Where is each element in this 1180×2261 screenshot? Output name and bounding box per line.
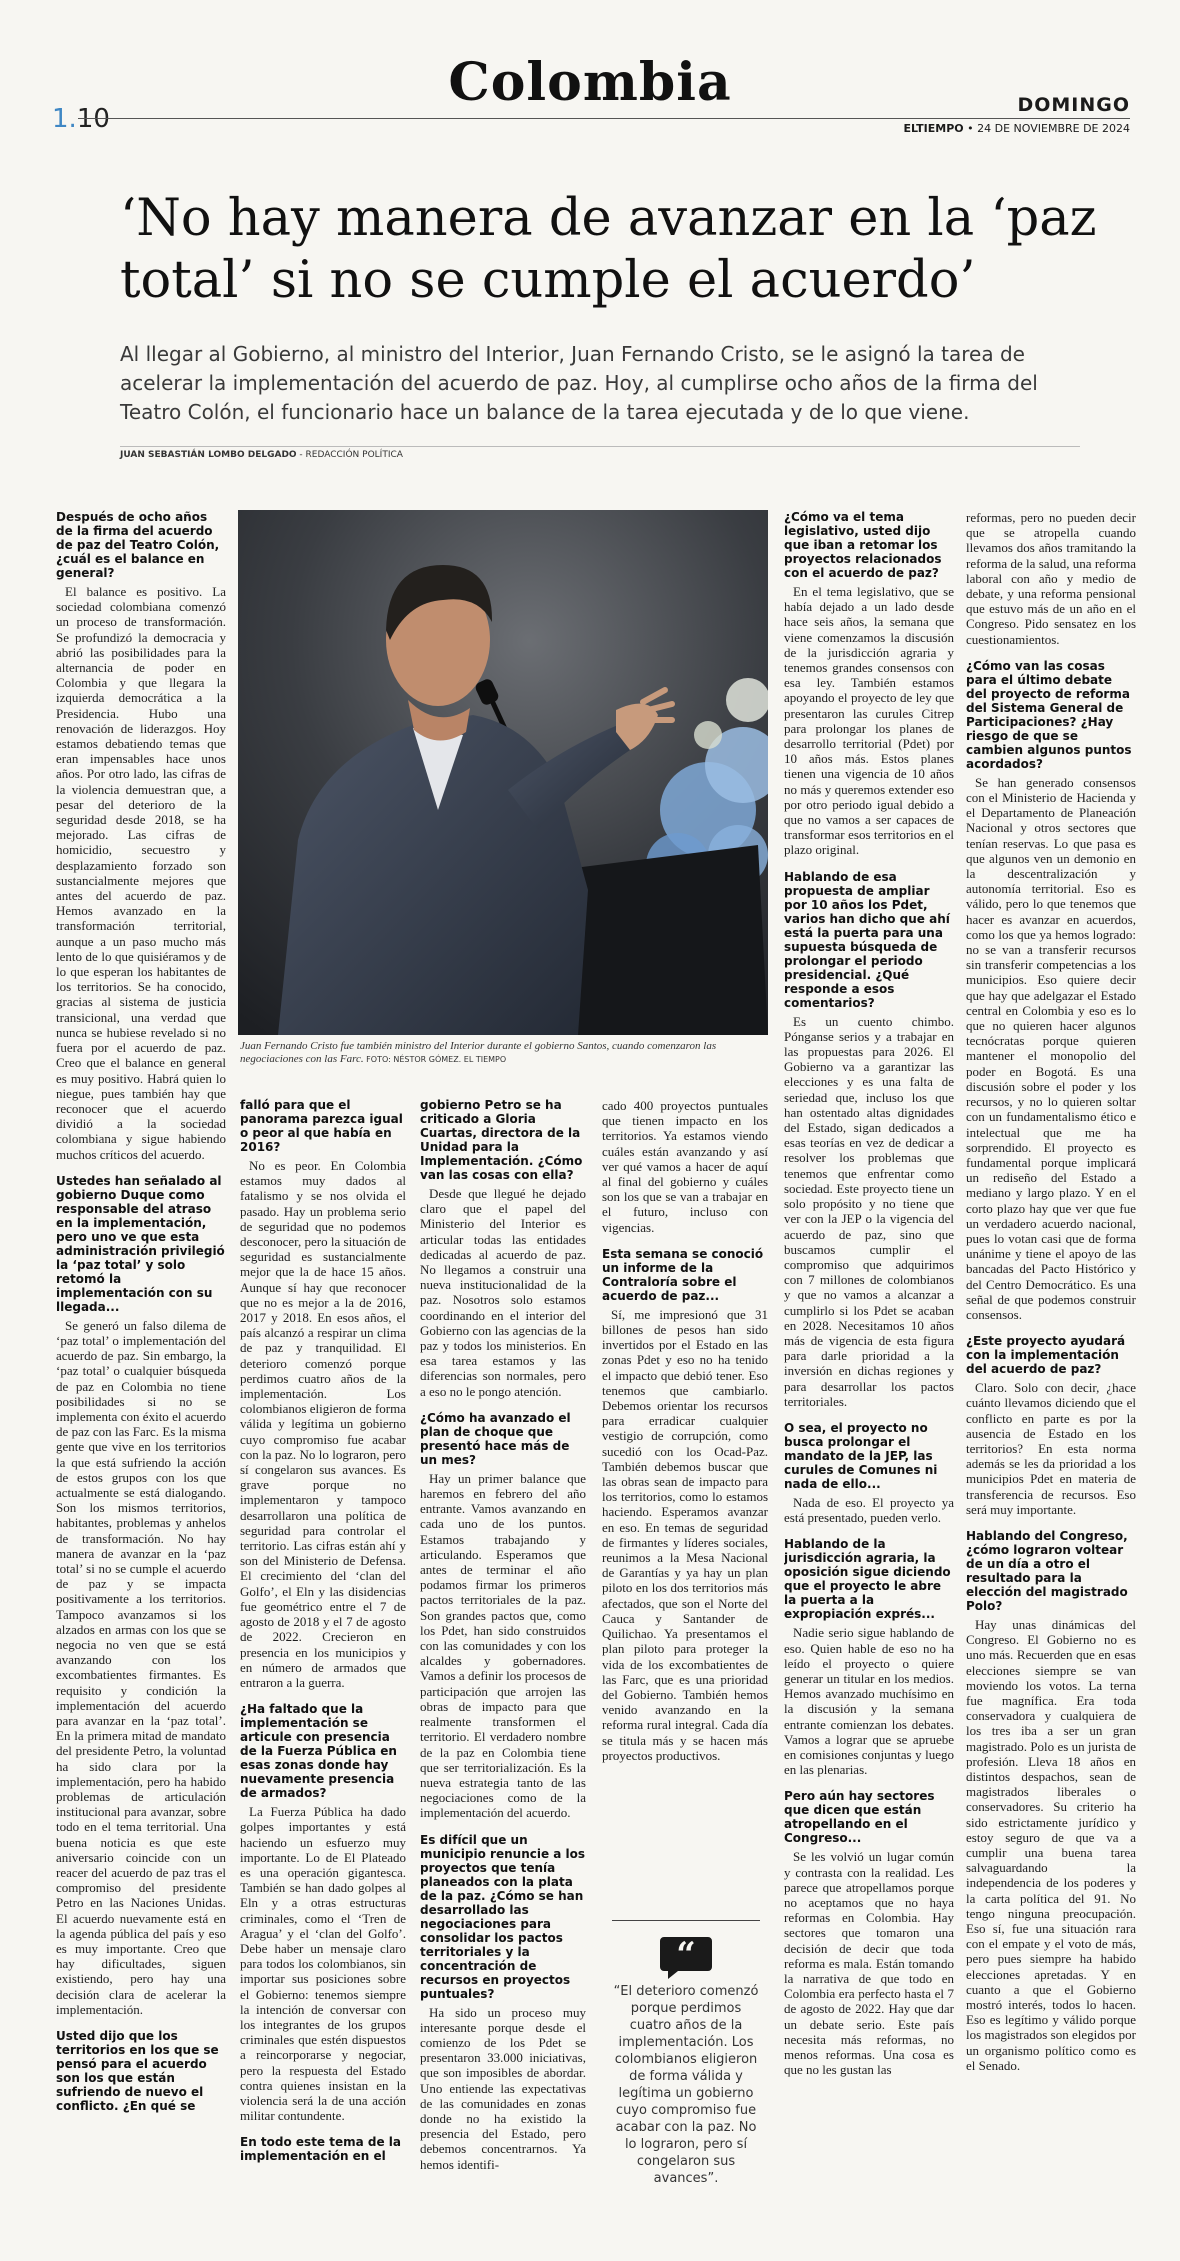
page-number-value: 10 xyxy=(76,104,110,134)
publication-date: • 24 DE NOVIEMBRE DE 2024 xyxy=(963,122,1130,135)
article-column-6 xyxy=(966,510,1136,2245)
interview-answer: La Fuerza Pública ha dado golpes importantes y está haciendo un esfuerzo muy importante. Lo de El Plateado es una operación gigantesca. También se han dado golpes al Eln y a otras estructuras criminales, como el ‘Tren de Aragua’ y el ‘clan del Golfo’. Debe haber un mensaje claro para todos los colombianos, sin importar sus posiciones sobre el Gobierno: tenemos siempre la intención de conversar con los integrantes de los grupos criminales que estén dispuestos a reincorporarse y negociar, pero la respuesta del Estado contra quienes insistan en la violencia será la de una acción militar contundente. xyxy=(240,1804,406,2124)
caption-text: Juan Fernando Cristo fue también ministro del Interior durante el gobierno Santos, cuando comenzaron las negociaciones con las Farc. xyxy=(240,1040,717,1065)
interview-answer: Desde que llegué he dejado claro que el papel del Ministerio del Interior es articular todas las entidades dedicadas al acuerdo de paz. No llegamos a construir una nueva institucionalidad de la paz. Nosotros solo estamos coordinando en el interior del Gobierno con las agencias de la paz y todos los ministerios. En esa tarea estamos y las diferencias son normales, pero a eso no le pongo atención. xyxy=(420,1186,586,1399)
interview-question: Esta semana se conoció un informe de la Contraloría sobre el acuerdo de paz... xyxy=(602,1246,764,1303)
interview-question: O sea, el proyecto no busca prolongar el mandato de la JEP, las curules de Comunes ni nada de ello... xyxy=(784,1420,938,1491)
article-column-2 xyxy=(240,1098,406,2248)
interview-question: ¿Este proyecto ayudará con la implementación del acuerdo de paz? xyxy=(966,1334,1126,1377)
interview-answer: Claro. Solo con decir, ¿hace cuánto llevamos diciendo que el conflicto en parte es por la ausencia de Estado en los territorios? En esta norma además se les da prioridad a los municipios Pdet en materia de transferencia de recursos. Eso será muy importante. xyxy=(966,1380,1136,1517)
header-rule xyxy=(78,118,1130,119)
interview-question: gobierno Petro se ha criticado a Gloria Cuartas, directora de la Unidad para la Implementación. ¿Cómo van las cosas con ella? xyxy=(420,1098,583,1182)
interview-answer: reformas, pero no pueden decir que se atropella cuando llevamos dos años tramitando la reforma de la salud, una reforma laboral con año y medio de debate, y una reforma pensional que estuvo más de un año en el Congreso. Pido sensatez en los cuestionamientos. xyxy=(966,510,1136,647)
pull-quote xyxy=(612,1920,760,2187)
interview-question: ¿Cómo van las cosas para el último debate del proyecto de reforma del Sistema General de Participaciones? ¿Hay riesgo de que se cambien algunos puntos acordados? xyxy=(966,658,1132,771)
interview-answer: No es peor. En Colombia estamos muy dados al fatalismo y se nos olvida el pasado. Hay un problema serio de seguridad que no podemos desconocer, pero la situación de seguridad es sustancialmente mejor que la de hace 15 años. Aunque sí hay que reconocer que no es mejor a la de 2016, 2017 y 2018. En esos años, el país alcanzó a respirar un clima de paz y tranquilidad. El deterioro comenzó porque perdimos cuatro años de la implementación. Los colombianos eligieron de forma válida y legítima un gobierno cuyo compromiso fue acabar con la paz. No lo lograron, pero sí congelaron sus avances. Es grave porque no implementaron y tampoco desarrollaron una política de seguridad para controlar el territorio. Las cifras están ahí y son del Ministerio de Defensa. El crecimiento del ‘clan del Golfo’, el Eln y las disidencias fue geométrico entre el 7 de agosto de 2018 y el 7 de agosto de 2022. Crecieron en presencia en los municipios y en número de armados que entraron a la guerra. xyxy=(240,1158,406,1690)
interview-question: Hablando de esa propuesta de ampliar por 10 años los Pdet, varios han dicho que ahí está la puerta para una supuesta búsqueda de prolongar el periodo presidencial. ¿Qué responde a esos comentarios? xyxy=(784,869,950,1010)
interview-question: En todo este tema de la implementación en el xyxy=(240,2135,402,2164)
interview-answer: Se les volvió un lugar común y contrasta con la realidad. Les parece que atropellamos porque no aceptamos que no haya reformas en Colombia. Hay sectores que tomaron una decisión de decir que toda reforma es mala. Están tomando la narrativa de que todo en Colombia era perfecto hasta el 7 de agosto de 2022. Hay que dar un debate serio. Este país necesita más reformas, no menos reformas. Una cosa es que no les gustan las xyxy=(784,1849,954,2078)
article-column-1 xyxy=(56,510,226,2245)
author-name: JUAN SEBASTIÁN LOMBO DELGADO xyxy=(120,450,297,460)
dateline xyxy=(903,122,1130,135)
lead-paragraph: Al llegar al Gobierno, al ministro del Interior, Juan Fernando Cristo, se le asignó la tarea de acelerar la implementación del acuerdo de paz. Hoy, al cumplirse ocho años de la firma del Teatro Colón, el funcionario hace un balance de la tarea ejecutada y de lo que viene. xyxy=(120,342,1038,424)
publication-name: ELTIEMPO xyxy=(903,122,964,135)
interview-question: Hablando del Congreso, ¿cómo lograron voltear de un día a otro el resultado para la elección del magistrado Polo? xyxy=(966,1528,1128,1613)
quote-mark-icon xyxy=(658,1933,714,1979)
section-title: Colombia xyxy=(448,52,732,113)
interview-answer: El balance es positivo. La sociedad colombiana comenzó un proceso de transformación. Se profundizó la democracia y abrió las posibilidades para la alternancia de poder en Colombia y que llegara la izquierda democrática a la Presidencia. Hubo una renovación de liderazgos. Hoy estamos debatiendo temas que eran impensables hace unos años. Por otro lado, las cifras de la violencia demuestran que, a pesar del deterioro de la seguridad desde 2018, se ha mejorado. Las cifras de homicidio, secuestro y desplazamiento forzado son sustancialmente mejores que antes del acuerdo de paz. Hemos avanzado en la transformación territorial, aunque a un paso mucho más lento de lo que quisiéramos y de lo que esperan los habitantes de los territorios. Se ha conocido, gracias al sistema de justicia transicional, una verdad que nunca se hubiese revelado si no fuera por el acuerdo de paz. Creo que el balance en general es muy positivo. Habrá quien lo niegue, pues también hay que reconocer que el acuerdo dividió a la sociedad colombiana y sigue habiendo muchos críticos del acuerdo. xyxy=(56,584,226,1162)
interview-answer: Nada de eso. El proyecto ya está presentado, pueden verlo. xyxy=(784,1494,954,1526)
day-label: DOMINGO xyxy=(1017,94,1130,116)
interview-question: falló para que el panorama parezca igual o peor al que había en 2016? xyxy=(240,1098,403,1154)
interview-answer: Hay un primer balance que haremos en febrero del año entrante. Vamos avanzando en cada uno de los puntos. Estamos trabajando y articulando. Esperamos que antes de terminar el año podamos firmar los primeros pactos territoriales de la paz. Son grandes pactos que, como los Pdet, han sido construidos con las comunidades y con los alcaldes y gobernadores. Vamos a definir los procesos de participación que arrojen las obras de impacto para que realmente transformen el territorio. El verdadero nombre de la paz en Colombia tiene que ser territorialización. Es la nueva estrategia tanto de las negociaciones como de la implementación del acuerdo. xyxy=(420,1470,586,1821)
interview-question: ¿Ha faltado que la implementación se articule con presencia de la Fuerza Pública en esas zonas donde hay nuevamente presencia de armados? xyxy=(240,1702,397,1801)
pull-quote-text: “El deterioro comenzó porque perdimos cuatro años de la implementación. Los colombianos eligieron de forma válida y legítima un gobierno cuyo compromiso fue acabar con la paz. No lo lograron, pero sí congelaron sus avances”. xyxy=(613,1984,759,2186)
interview-answer: Sí, me impresionó que 31 billones de pesos han sido invertidos por el Estado en las zonas Pdet y eso no ha tenido el impacto que debió tener. Eso tenemos que cambiarlo. Debemos orientar los recursos para erradicar cualquier vestigio de corrupción, como sucedió con los Ocad-Paz. También debemos buscar que las obras sean de impacto para los territorios, como lo estamos haciendo. Esperamos avanzar en eso. En temas de seguridad de firmantes y líderes sociales, reunimos a la Mesa Nacional de Garantías y ya hay un plan piloto en los dos territorios más afectados, que son el Norte del Cauca y Santander de Quilichao. Ya presentamos el plan piloto para proteger la vida de los excombatientes de las Farc, que es una prioridad del Gobierno. También hemos venido avanzando en la reforma rural integral. Cada día se titula más y se hacen más proyectos productivos. xyxy=(602,1306,768,1763)
interview-question: ¿Cómo ha avanzado el plan de choque que presentó hace más de un mes? xyxy=(420,1410,571,1467)
interview-answer: Hay unas dinámicas del Congreso. El Gobierno no es uno más. Recuerden que en esas elecciones siempre se van moviendo los votos. La terna fue magnífica. Era toda conservadora y cualquiera de los tres iba a ser un gran magistrado. Polo es un jurista de profesión. Lleva 18 años en distintos despachos, sean de magistrados liberales o conservadores. Su criterio ha sido estrictamente jurídico y estoy seguro de que va a cumplir una buena tarea salvaguardando la independencia de los poderes y la carta política del 91. No tengo ninguna preocupación. Eso sí, fue una situación rara con el empate y el voto de más, pero pues siempre ha habido elecciones apretadas. Y en cuanto a que el Gobierno mostró interés, todos lo hacen. Eso es legítimo y válido porque los magistrados son elegidos por un organismo político como es el Senado. xyxy=(966,1616,1136,2073)
interview-question: Ustedes han señalado al gobierno Duque como responsable del atraso en la implementación, pero uno ve que esta administración privilegió la ‘paz total’ y solo retomó la implementación con su llegada... xyxy=(56,1173,225,1314)
interview-answer: Se han generado consensos con el Ministerio de Hacienda y el Departamento de Planeación Nacional y otros sectores que tenían reservas. Lo que pasa es que algunos ven un demonio en la descentralización y autonomía territorial. Eso es válido, pero lo que tenemos que hacer es avanzar en acuerdos, como los que ya hemos logrado: no se van a transferir recursos sin transferir competencias a los municipios. Eso quiere decir que hay que adelgazar el Estado central en Colombia y eso es lo que no quieren hacer algunos tecnócratas porque quieren mantener el monopolio del poder en Bogotá. Es una discusión sobre el poder y los recursos, y no lo quieren soltar con un fundamentalismo ético e intelectual que me ha sorprendido. El proyecto es fundamental porque implicará un rediseño del Estado a mediano y largo plazo. Y en el corto plazo hay que ver que fue un verdadero acuerdo nacional, pues lo votan casi que de forma unánime y tiene el apoyo de las bancadas del Pacto Histórico y del Centro Democrático. Es una señal de que podemos construir consensos. xyxy=(966,774,1136,1322)
byline-rule xyxy=(120,446,1080,447)
interview-answer: Ha sido un proceso muy interesante porque desde el comienzo de los Pdet se presentaron 33.000 iniciativas, que son imposibles de abordar. Uno entiende las expectativas de las comunidades en zonas donde no ha existido la presencia del Estado, pero debemos concentrarnos. Ya hemos identifi- xyxy=(420,2004,586,2172)
photo-caption xyxy=(240,1040,766,1066)
interview-photo xyxy=(238,510,768,1035)
interview-answer: cado 400 proyectos puntuales que tienen impacto en los territorios. Ya estamos viendo cuáles están avanzando y así ver qué vamos a hacer de aquí al final del gobierno y cuáles son los que se van a trabajar en el futuro, incluso con vigencias. xyxy=(602,1098,768,1235)
interview-question: ¿Cómo va el tema legislativo, usted dijo que iban a retomar los proyectos relacionados con el acuerdo de paz? xyxy=(784,510,942,580)
article-column-5 xyxy=(784,510,954,2245)
page-prefix: 1. xyxy=(52,104,77,134)
desk-name: - REDACCIÓN POLÍTICA xyxy=(296,450,403,460)
interview-answer: Se generó un falso dilema de ‘paz total’ o implementación del acuerdo de paz. Sin embargo, la ‘paz total’ o cualquier búsqueda de paz en Colombia no tiene posibilidades si no se implementa con éxito el acuerdo de paz con las Farc. Es la misma gente que vive en los territorios la que está sufriendo la acción de estos grupos con los que actualmente se está dialogando. Son los mismos territorios, habitantes, problemas y anhelos de transformación. No hay manera de avanzar en la ‘paz total’ si no se cumple el acuerdo de paz y se impacta positivamente a los territorios. Tampoco avanzamos si los alzados en armas con los que se negocia no ven que se está avanzando con los excombatientes firmantes. Es requisito y condición la implementación del acuerdo para avanzar en la ‘paz total’. En la primera mitad de mandato del presidente Petro, la voluntad ha sido clara por la implementación, pero ha habido problemas de articulación institucional para avanzar, sobre todo en el tema territorial. Una buena noticia es que este aniversario coincide con un reacer del acuerdo de paz tras el compromiso del presidente Petro en las Naciones Unidas. El acuerdo nuevamente está en la agenda pública del país y eso es muy importante. Creo que hay dificultades, siguen existiendo, pero hay una decisión clara de acelerar la implementación. xyxy=(56,1317,226,2017)
page-number xyxy=(52,104,110,134)
speaker-photo-illustration xyxy=(238,510,768,1035)
interview-question: Después de ocho años de la firma del acuerdo de paz del Teatro Colón, ¿cuál es el balance en general? xyxy=(56,510,220,580)
interview-answer: En el tema legislativo, que se había dejado a un lado desde hace seis años, la semana que viene comenzamos la discusión de la jurisdicción agraria y tenemos grandes consensos con esa ley. También estamos apoyando el proyecto de ley que presentaron las curules Citrep para prolongar los planes de desarrollo territorial (Pdet) por 10 años más. Estos planes tienen una vigencia de 10 años no más y queremos extender eso por otro periodo igual debido a que no vamos a ser capaces de transformar esos territorios en el plazo original. xyxy=(784,584,954,858)
byline xyxy=(120,450,403,460)
photo-credit: FOTO: NÉSTOR GÓMEZ. EL TIEMPO xyxy=(363,1055,507,1064)
interview-question: Es difícil que un municipio renuncie a los proyectos que tenía planeados con la plata de la paz. ¿Cómo se han desarrollado las negociaciones para consolidar los pactos territoriales y la concentración de recursos en proyectos puntuales? xyxy=(420,1832,586,2001)
pull-quote-rule xyxy=(612,1920,760,1921)
interview-question: Pero aún hay sectores que dicen que están atropellando en el Congreso... xyxy=(784,1789,935,1846)
headline: ‘No hay manera de avanzar en la ‘paz total’ si no se cumple el acuerdo’ xyxy=(120,189,1097,310)
svg-text:“: “ xyxy=(676,1935,696,1975)
article-column-3 xyxy=(420,1098,586,2248)
interview-question: Usted dijo que los territorios en los que se pensó para el acuerdo son los que están sufriendo de nuevo el conflicto. ¿En qué se xyxy=(56,2029,219,2114)
article-column-4 xyxy=(602,1098,768,1898)
interview-answer: Nadie serio sigue hablando de eso. Quien hable de eso no ha leído el proyecto o quiere generar un titular en los medios. Hemos avanzado muchísimo en la discusión y la semana entrante comienzan los debates. Vamos a lograr que se apruebe en comisiones conjuntas y luego en las plenarias. xyxy=(784,1625,954,1778)
interview-question: Hablando de la jurisdicción agraria, la oposición sigue diciendo que el proyecto le abre la puerta a la expropiación exprés... xyxy=(784,1537,951,1622)
interview-answer: Es un cuento chimbo. Pónganse serios y a trabajar en las propuestas para 2026. El Gobierno va a garantizar las elecciones y es una falta de seriedad que, incluso los que han ostentado altas dignidades del Estado, sigan dedicados a esas teorías en vez de dedicar a resolver los problemas que tenemos que enfrentar como sociedad. Este proyecto tiene un solo propósito y no tiene que ver con la JEP o la vigencia del acuerdo de paz, sino que buscamos cumplir el compromiso que adquirimos con 7 millones de colombianos y que no vamos a alcanzar a cumplirlo si los Pdet se acaban en 2028. Necesitamos 10 años más de vigencia de esta figura para darle prioridad a la inversión en dichas regiones y para desarrollar los pactos territoriales. xyxy=(784,1013,954,1409)
